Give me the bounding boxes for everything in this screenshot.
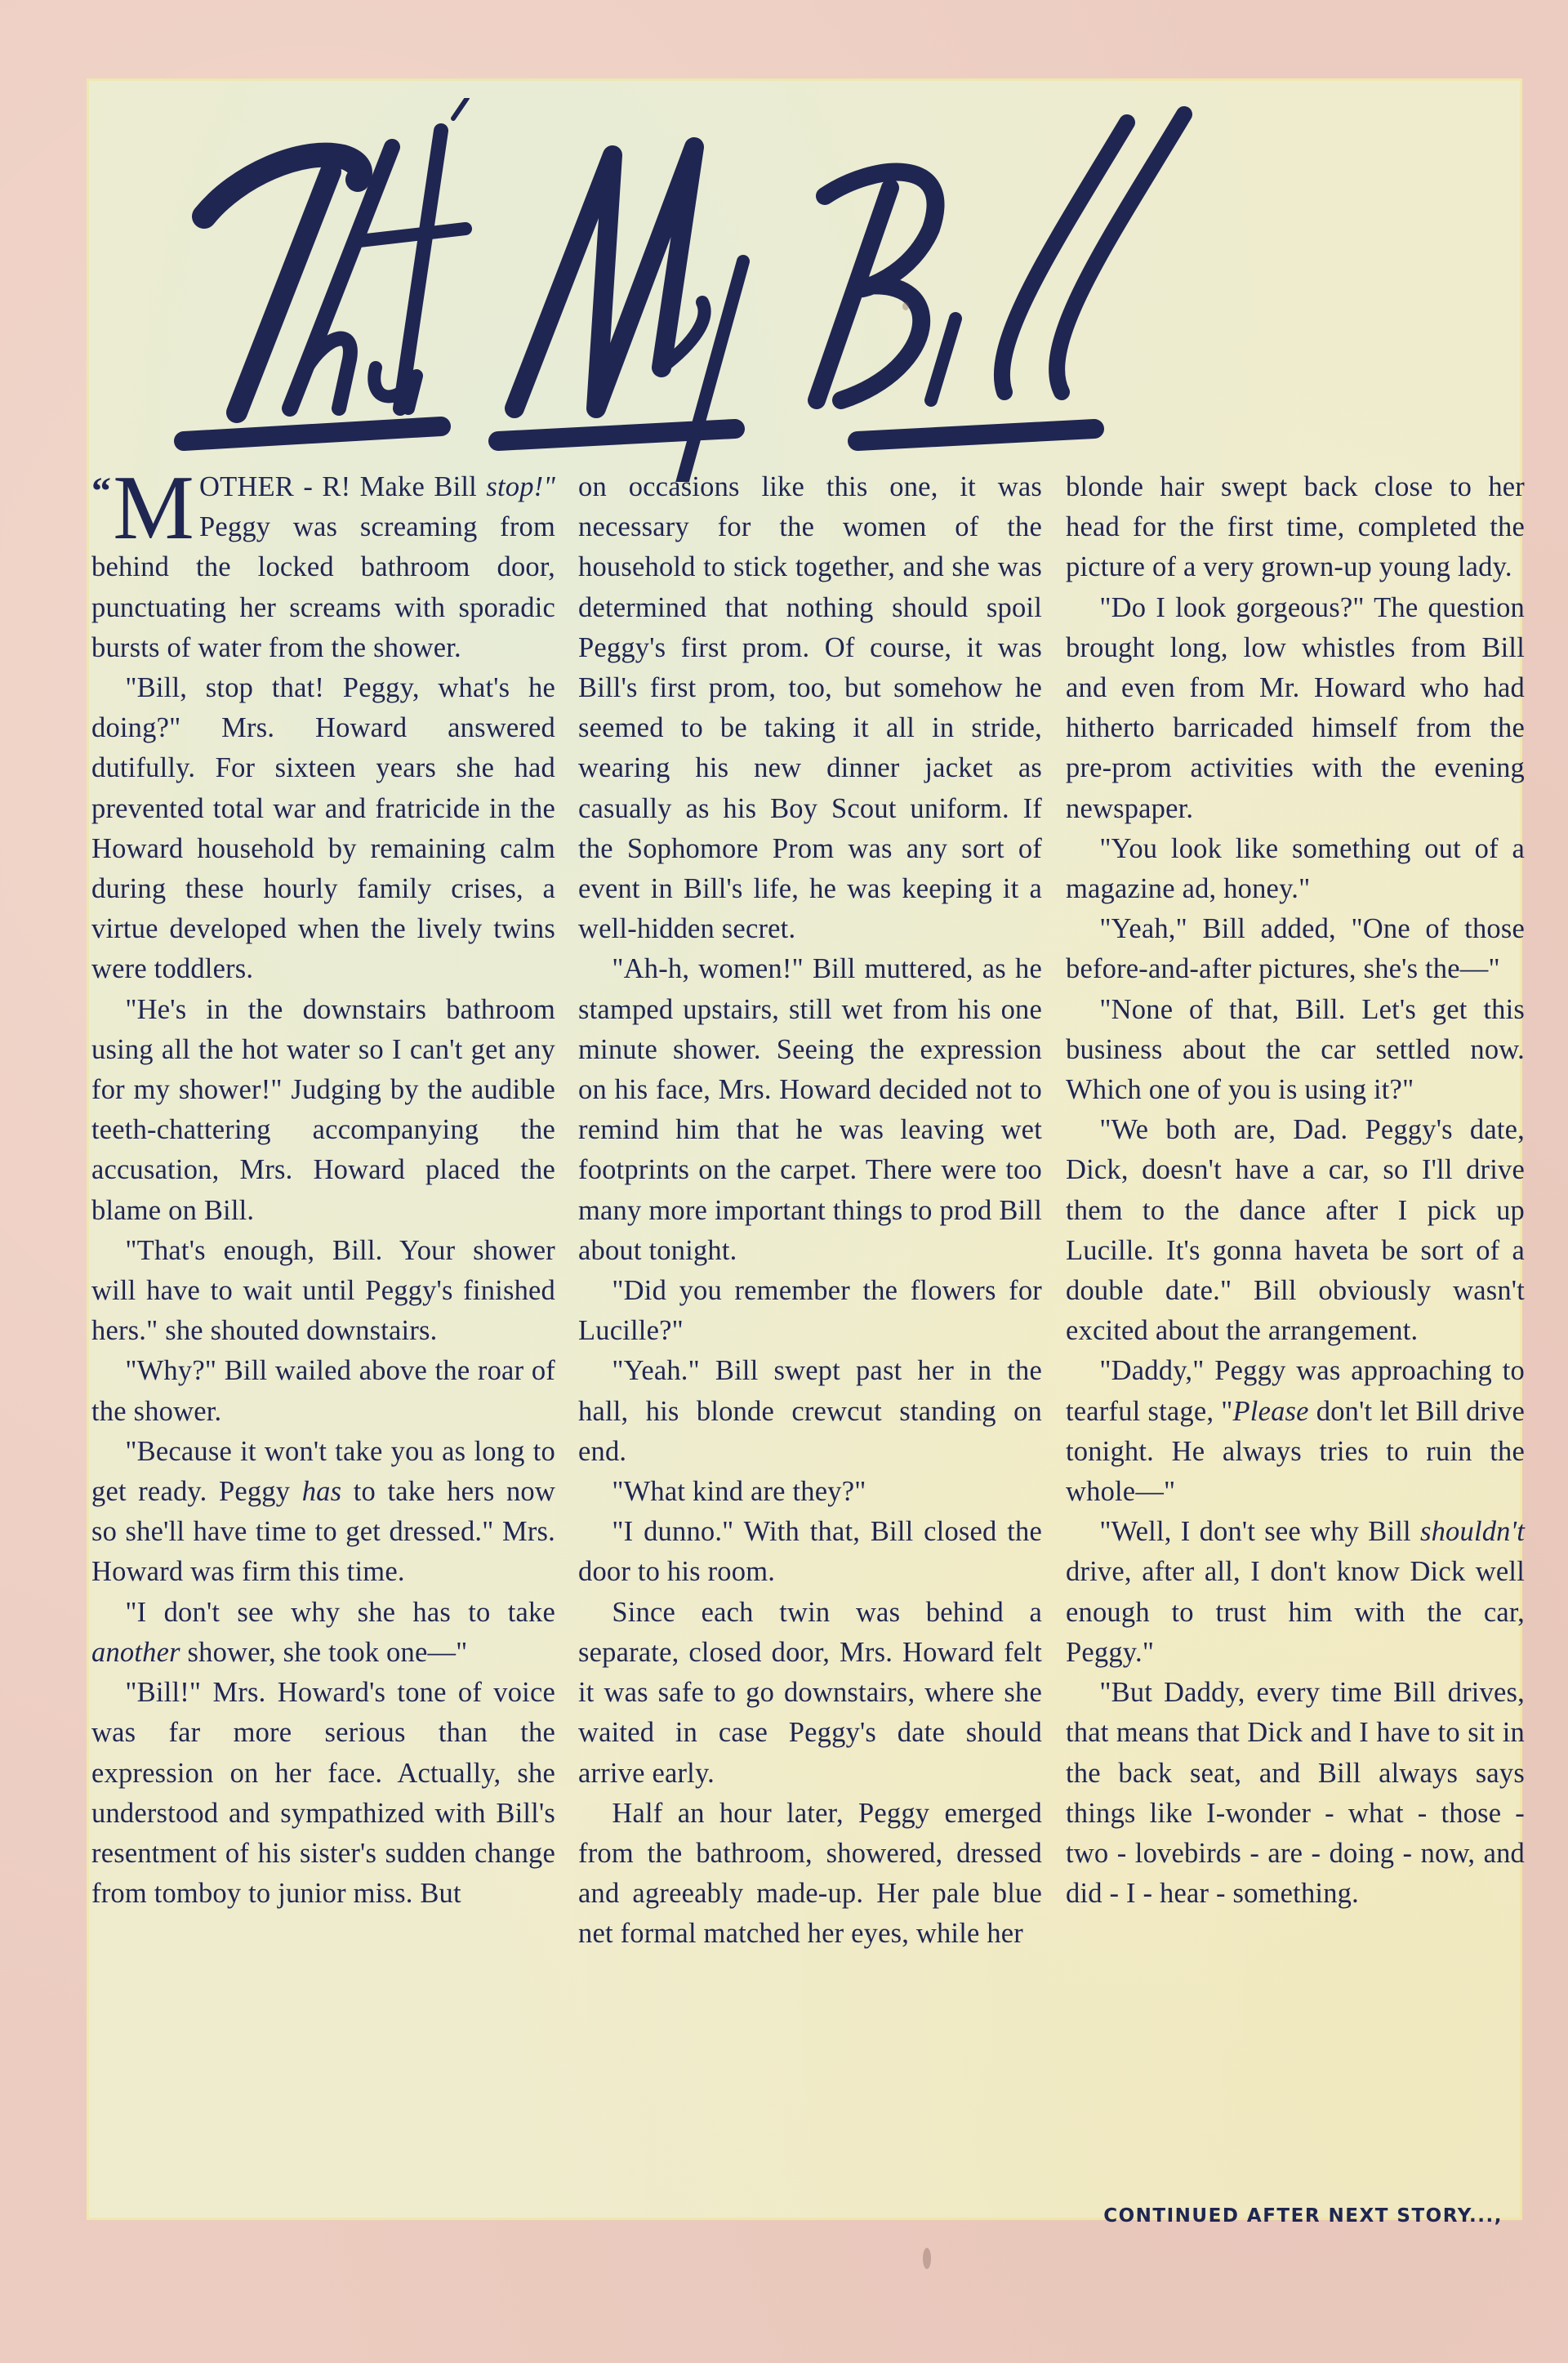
story-paragraph: "Bill, stop that! Peggy, what's he doing?" Mrs. Howard answered dutifully. For sixteen years she had prevented total war and fratricide in the Howard household by remaining calm during these hourly family crises, a virtue developed when the lively twins were toddlers. <box>91 672 555 985</box>
story-paragraph: "I dunno." With that, Bill closed the door to his room. <box>578 1516 1042 1588</box>
story-paragraph: "That's enough, Bill. Your shower will have to wait until Peggy's finished hers." she shouted downstairs. <box>91 1234 555 1347</box>
paper-stain <box>902 302 909 310</box>
story-paragraph: on occasions like this one, it was necessary for the women of the household to stick together, and she was determined that nothing should spoil Peggy's first prom. Of course, it was Bill's first prom, too, but somehow he seemed to be taking it all in stride, wearing his new dinner jacket as casually as his Boy Scout uniform. If the Sophomore Prom was any sort of event in Bill's life, he was keeping it a well-hidden secret. <box>578 471 1042 945</box>
story-paragraph: "We both are, Dad. Peggy's date, Dick, doesn't have a car, so I'll drive them to the dance after I pick up Lucille. It's gonna haveta be sort of a double date." Bill obviously wasn't excited about the arrangement. <box>1066 1114 1525 1347</box>
story-paragraph: "What kind are they?" <box>612 1476 866 1508</box>
story-paragraph: "None of that, Bill. Let's get this business about the car settled now. Which one of you is using it?" <box>1066 993 1525 1106</box>
open-quote-mark: “ <box>91 470 112 513</box>
story-paragraph: "Yeah." Bill swept past her in the hall, his blonde crewcut standing on end. <box>578 1355 1042 1467</box>
story-paragraph: "Yeah," Bill added, "One of those before-and-after pictures, she's the—" <box>1066 913 1525 985</box>
continued-notice: CONTINUED AFTER NEXT STORY..., <box>1103 2205 1503 2227</box>
story-paragraph: "I don't see why she has to take another shower, she took one—" <box>91 1596 555 1668</box>
story-paragraph: Since each twin was behind a separate, closed door, Mrs. Howard felt it was safe to go downstairs, where she waited in case Peggy's date should arrive early. <box>578 1596 1042 1789</box>
story-paragraph: Half an hour later, Peggy emerged from the bathroom, showered, dressed and agreeably made-up. Her pale blue net formal matched her eyes, while her <box>578 1797 1042 1950</box>
paper-stain <box>923 2248 931 2269</box>
story-column-1 <box>91 457 556 1914</box>
story-paragraph: "Bill!" Mrs. Howard's tone of voice was far more serious than the expression on her face. Actually, she understood and sympathized with Bill's resentment of his sister's sudden change from tomboy to junior miss. But <box>91 1677 555 1910</box>
script-title-graphic <box>172 98 1396 482</box>
story-paragraph: "You look like something out of a magazine ad, honey." <box>1066 832 1525 905</box>
story-paragraph: "Why?" Bill wailed above the roar of the shower. <box>91 1355 555 1427</box>
story-paragraph: “ M OTHER - R! Make Bill stop!" Peggy was screaming from behind the locked bathroom door, punctuating her screams with sporadic bursts of water from the shower. <box>91 457 556 663</box>
story-paragraph: "Do I look gorgeous?" The question brought long, low whistles from Bill and even from Mr. Howard who had hitherto barricaded himself from the pre-prom activities with the evening newspaper. <box>1066 591 1525 824</box>
story-paragraph: "But Daddy, every time Bill drives, that means that Dick and I have to sit in the back seat, and Bill always says things like I-wonder - what - those - two - lovebirds - are - doing - now, and did - I - hear - something. <box>1066 1677 1525 1910</box>
story-paragraph: "Ah-h, women!" Bill muttered, as he stamped upstairs, still wet from his one minute shower. Seeing the expression on his face, Mrs. Howard decided not to remind him that he was leaving wet footprints on the carpet. There were too many more important things to prod Bill about tonight. <box>578 953 1042 1266</box>
story-paragraph: "Well, I don't see why Bill shouldn't drive, after all, I don't know Dick well enough to trust him with the car, Peggy." <box>1066 1516 1525 1668</box>
story-paragraph: "Daddy," Peggy was approaching to tearful stage, "Please don't let Bill drive tonight. He always tries to ruin the whole—" <box>1066 1355 1525 1508</box>
story-paragraph: "Because it won't take you as long to get ready. Peggy has to take hers now so she'll have time to get dressed." Mrs. Howard was firm this time. <box>91 1435 555 1588</box>
story-paragraph: "Did you remember the flowers for Lucille?" <box>578 1275 1042 1347</box>
story-column-2 <box>578 467 1042 1955</box>
drop-cap: M <box>113 457 194 559</box>
story-paragraph: "He's in the downstairs bathroom using all the hot water so I can't get any for my shower!" Judging by the audible teeth-chattering accompanying the accusation, Mrs. Howard placed the blame on Bill. <box>91 993 555 1226</box>
story-column-3 <box>1066 467 1525 1914</box>
story-paragraph: blonde hair swept back close to her head for the first time, completed the picture of a very grown-up young lady. <box>1066 471 1525 583</box>
story-title <box>172 98 1396 482</box>
